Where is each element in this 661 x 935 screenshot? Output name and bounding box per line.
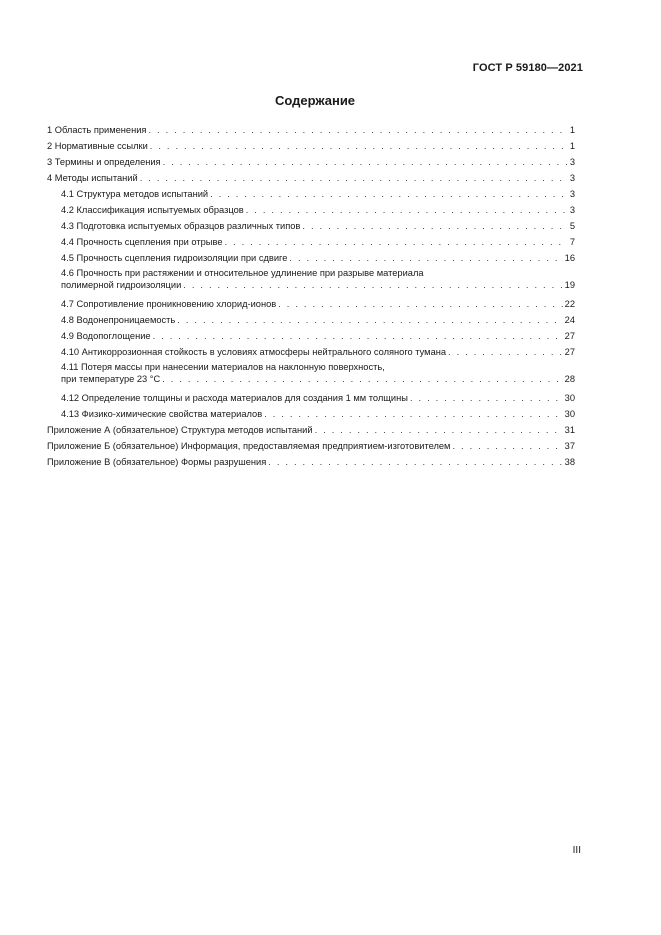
dot-leader	[289, 250, 562, 266]
dot-leader	[148, 122, 567, 138]
toc-entry-label-line1: 4.6 Прочность при растяжении и относительное удлинение при разрыве материала	[61, 268, 424, 278]
dot-leader	[177, 312, 562, 328]
toc-entry-page: 19	[564, 280, 575, 290]
toc-entry-label: при температуре 23 °C	[61, 374, 161, 384]
toc-entry[interactable]	[47, 422, 575, 438]
toc-entry-page: 1	[569, 125, 575, 135]
toc-entry-label: 4.10 Антикоррозионная стойкость в условиях атмосферы нейтрального соляного тумана	[61, 347, 447, 357]
toc-entry-label: 4.8 Водонепроницаемость	[61, 315, 176, 325]
toc-entry-page: 24	[564, 315, 575, 325]
toc-entry-label: 4.2 Классификация испытуемых образцов	[61, 205, 244, 215]
toc-entry-multiline[interactable]	[47, 266, 575, 296]
dot-leader	[278, 296, 562, 312]
toc-entry[interactable]	[47, 328, 575, 344]
toc-entry-label: Приложение Б (обязательное) Информация, предоставляемая предприятием-изготовителем	[47, 441, 451, 451]
toc-entry-label: 2 Нормативные ссылки	[47, 141, 148, 151]
toc-entry-label: 4 Методы испытаний	[47, 173, 138, 183]
toc-entry-page: 3	[569, 205, 575, 215]
toc-entry[interactable]	[47, 170, 575, 186]
toc-entry-page: 7	[569, 237, 575, 247]
toc-entry-page: 27	[564, 347, 575, 357]
toc-entry-page: 5	[569, 221, 575, 231]
toc-entry-page: 28	[564, 374, 575, 384]
toc-entry-page: 30	[564, 409, 575, 419]
dot-leader	[153, 328, 563, 344]
toc-entry-page: 3	[569, 173, 575, 183]
dot-leader	[162, 374, 562, 385]
toc-entry[interactable]	[47, 344, 575, 360]
toc-entry-page: 30	[564, 393, 575, 403]
page-number: III	[572, 845, 581, 856]
toc-entry-label: Приложение А (обязательное) Структура методов испытаний	[47, 425, 313, 435]
dot-leader	[150, 138, 568, 154]
toc-entry-label: 4.13 Физико-химические свойства материалов	[61, 409, 263, 419]
dot-leader	[452, 438, 562, 454]
toc-entry-page: 31	[564, 425, 575, 435]
toc-entry[interactable]	[47, 312, 575, 328]
dot-leader	[264, 406, 563, 422]
toc-entry-multiline[interactable]	[47, 360, 575, 390]
toc-entry[interactable]	[47, 202, 575, 218]
toc-entry-label: 4.1 Структура методов испытаний	[61, 189, 209, 199]
dot-leader	[183, 280, 562, 291]
toc-entry[interactable]	[47, 186, 575, 202]
toc-entry[interactable]	[47, 406, 575, 422]
toc-entry-page: 27	[564, 331, 575, 341]
toc-entry-page: 3	[569, 157, 575, 167]
dot-leader	[140, 170, 568, 186]
toc-entry-label: полимерной гидроизоляции	[61, 280, 182, 290]
toc-entry[interactable]	[47, 154, 575, 170]
document-code: ГОСТ Р 59180—2021	[472, 62, 583, 74]
toc-entry[interactable]	[47, 454, 575, 470]
toc-entry-label-line1: 4.11 Потеря массы при нанесении материалов на наклонную поверхность,	[61, 362, 385, 372]
toc-entry[interactable]	[47, 218, 575, 234]
toc-entry[interactable]	[47, 438, 575, 454]
toc-entry-label: 4.7 Сопротивление проникновению хлорид-ионов	[61, 299, 277, 309]
dot-leader	[268, 454, 562, 470]
toc-entry-page: 3	[569, 189, 575, 199]
page-title: Содержание	[274, 93, 356, 108]
table-of-contents	[47, 122, 575, 470]
toc-entry-label: 4.4 Прочность сцепления при отрыве	[61, 237, 223, 247]
toc-entry-label: Приложение В (обязательное) Формы разрушения	[47, 457, 267, 467]
toc-entry[interactable]	[47, 250, 575, 266]
toc-entry[interactable]	[47, 234, 575, 250]
toc-entry-page: 38	[564, 457, 575, 467]
toc-entry-page: 22	[564, 299, 575, 309]
dot-leader	[315, 422, 563, 438]
toc-entry-page: 16	[564, 253, 575, 263]
toc-entry-label: 4.5 Прочность сцепления гидроизоляции при сдвиге	[61, 253, 288, 263]
toc-entry[interactable]	[47, 138, 575, 154]
dot-leader	[448, 344, 563, 360]
dot-leader	[163, 154, 568, 170]
toc-entry-label: 4.9 Водопоглощение	[61, 331, 151, 341]
toc-entry-label: 4.12 Определение толщины и расхода материалов для создания 1 мм толщины	[61, 393, 408, 403]
dot-leader	[246, 202, 568, 218]
toc-entry-label: 1 Область применения	[47, 125, 147, 135]
dot-leader	[410, 390, 563, 406]
dot-leader	[224, 234, 567, 250]
toc-entry-page: 1	[569, 141, 575, 151]
toc-entry[interactable]	[47, 296, 575, 312]
dot-leader	[302, 218, 567, 234]
toc-entry-page: 37	[564, 441, 575, 451]
toc-entry[interactable]	[47, 122, 575, 138]
dot-leader	[210, 186, 568, 202]
toc-entry-label: 3 Термины и определения	[47, 157, 161, 167]
toc-entry-label: 4.3 Подготовка испытуемых образцов различных типов	[61, 221, 301, 231]
toc-entry[interactable]	[47, 390, 575, 406]
